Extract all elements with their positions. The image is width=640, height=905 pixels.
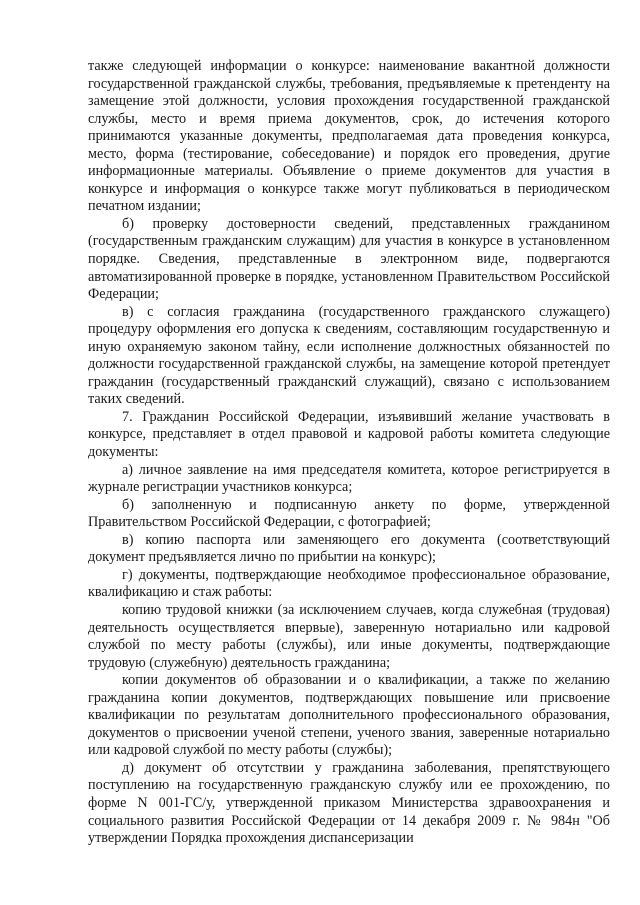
paragraph-item-a-application: а) личное заявление на имя председателя комитета, которое регистрируется в журнале регистрации участников конкурса; xyxy=(88,461,610,496)
paragraph-item-g-documents: г) документы, подтверждающие необходимое профессиональное образование, квалификацию и стаж работы: xyxy=(88,566,610,601)
paragraph-item-b-questionnaire: б) заполненную и подписанную анкету по форме, утвержденной Правительством Российской Федерации, с фотографией; xyxy=(88,496,610,531)
document-body xyxy=(88,58,610,848)
paragraph-education-copies: копии документов об образовании и о квалификации, а также по желанию гражданина копии документов, подтверждающих повышение или присвоение квалификации по результатам дополнительного профессионального образования, документов о присвоении ученой степени, ученого звания, заверенные нотариально или кадровой службой по месту работы (службы); xyxy=(88,672,610,759)
paragraph-item-v-clearance: в) с согласия гражданина (государственного гражданского служащего) процедуру оформления его допуска к сведениям, составляющим государственную и иную охраняемую законом тайну, если исполнение должностных обязанностей по должности государственной гражданской службы, на замещение которой претендует гражданин (государственный гражданский служащий), связано с использованием таких сведений. xyxy=(88,303,610,408)
paragraph-announcement-info: также следующей информации о конкурсе: наименование вакантной должности государственной гражданской службы, требования, предъявляемые к претенденту на замещение этой должности, условия прохождения государственной гражданской службы, место и время приема документов, срок, до истечения которого принимаются указанные документы, предполагаемая дата проведения конкурса, место, форма (тестирование, собеседование) и порядок его проведения, другие информационные материалы. Объявление о приеме документов для участия в конкурсе и информация о конкурсе также могут публиковаться в периодическом печатном издании; xyxy=(88,58,610,215)
paragraph-item-d-medical: д) документ об отсутствии у гражданина заболевания, препятствующего поступлению на государственную гражданскую службу или ее прохождению, по форме N 001-ГС/у, утвержденной приказом Министерства здравоохранения и социального развития Российской Федерации от 14 декабря 2009 г. № 984н "Об утверждении Порядка прохождения диспансеризации xyxy=(88,759,610,847)
paragraph-section-7: 7. Гражданин Российской Федерации, изъявивший желание участвовать в конкурсе, представляет в отдел правовой и кадровой работы комитета следующие документы: xyxy=(88,408,610,461)
paragraph-item-b-verification: б) проверку достоверности сведений, представленных гражданином (государственным гражданским служащим) для участия в конкурсе в установленном порядке. Сведения, представленные в электронном виде, подвергаются автоматизированной проверке в порядке, установленном Правительством Российской Федерации; xyxy=(88,215,610,303)
paragraph-item-v-passport: в) копию паспорта или заменяющего его документа (соответствующий документ предъявляется лично по прибытии на конкурс); xyxy=(88,531,610,566)
paragraph-work-record-copy: копию трудовой книжки (за исключением случаев, когда служебная (трудовая) деятельность осуществляется впервые), заверенную нотариально или кадровой службой по месту работы (службы), или иные документы, подтверждающие трудовую (служебную) деятельность гражданина; xyxy=(88,601,610,671)
